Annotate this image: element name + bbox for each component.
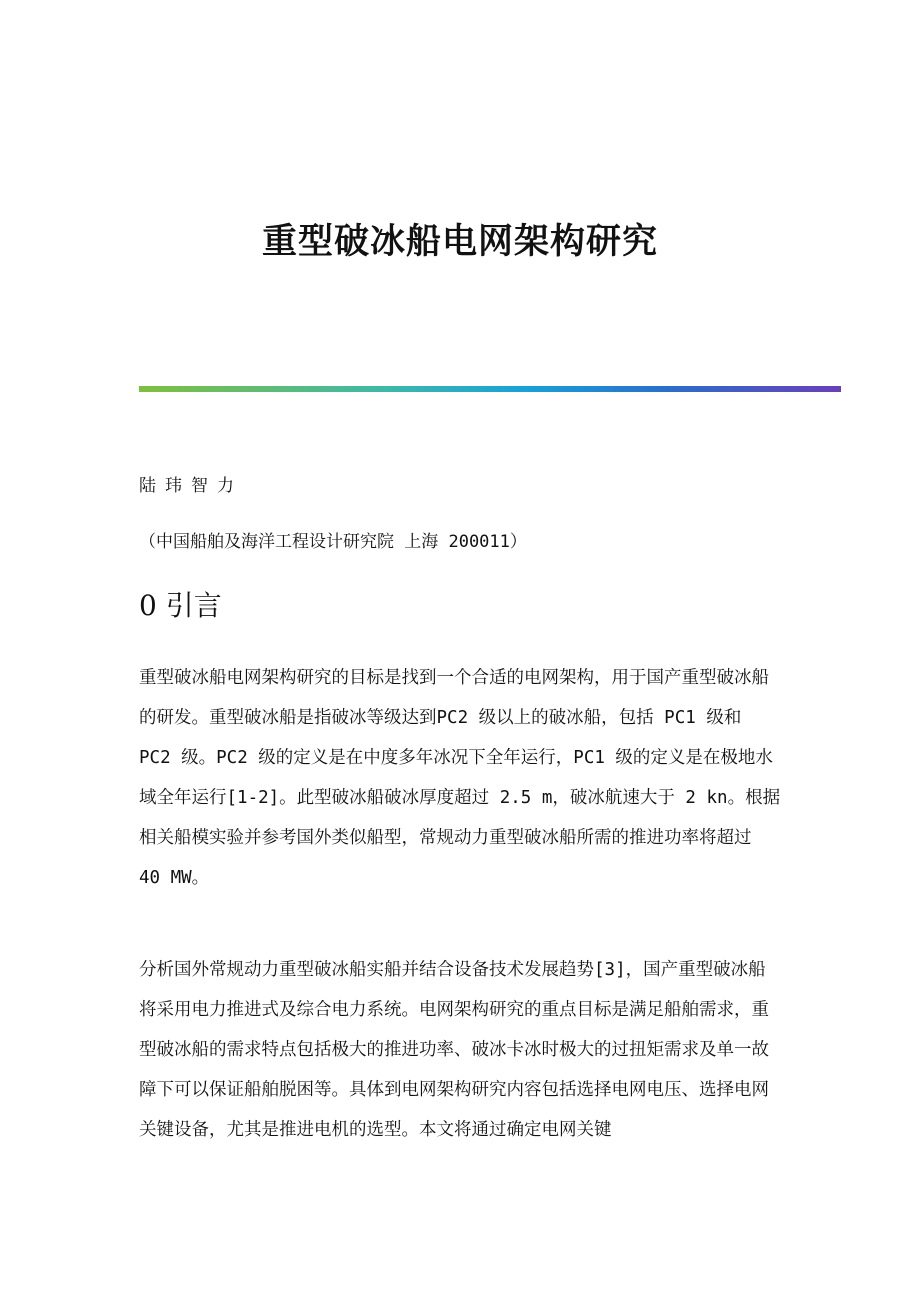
paragraph: 分析国外常规动力重型破冰船实船并结合设备技术发展趋势[3]，国产重型破冰船将采用电力推进式及综合电力系统。电网架构研究的重点目标是满足船舶需求，重型破冰船的需求特点包括极大的推进功率、破冰卡冰时极大的过扭矩需求及单一故障下可以保证船舶脱困等。具体到电网架构研究内容包括选择电网电压、选择电网关键设备，尤其是推进电机的选型。本文将通过确定电网关键 — [139, 960, 769, 1140]
authors: 陆玮智力 — [139, 476, 243, 496]
section-heading: 0 引言 — [139, 589, 222, 622]
title-divider — [139, 386, 841, 392]
paragraph: 重型破冰船电网架构研究的目标是找到一个合适的电网架构，用于国产重型破冰船的研发。重型破冰船是指破冰等级达到PC2 级以上的破冰船，包括 PC1 级和 PC2 级。PC2 级的定义是在中度多年冰况下全年运行，PC1 级的定义是在极地水域全年运行[1-2]。此型破冰船破冰厚度超过 2.5 m，破冰航速大于 2 kn。根据相关船模实验并参考国外类似船型，常规动力重型破冰船所需的推进功率将超过 40 MW。 — [139, 668, 781, 888]
document-title: 重型破冰船电网架构研究 — [261, 221, 658, 262]
affiliation: （中国船舶及海洋工程设计研究院 上海 200011） — [139, 532, 527, 552]
